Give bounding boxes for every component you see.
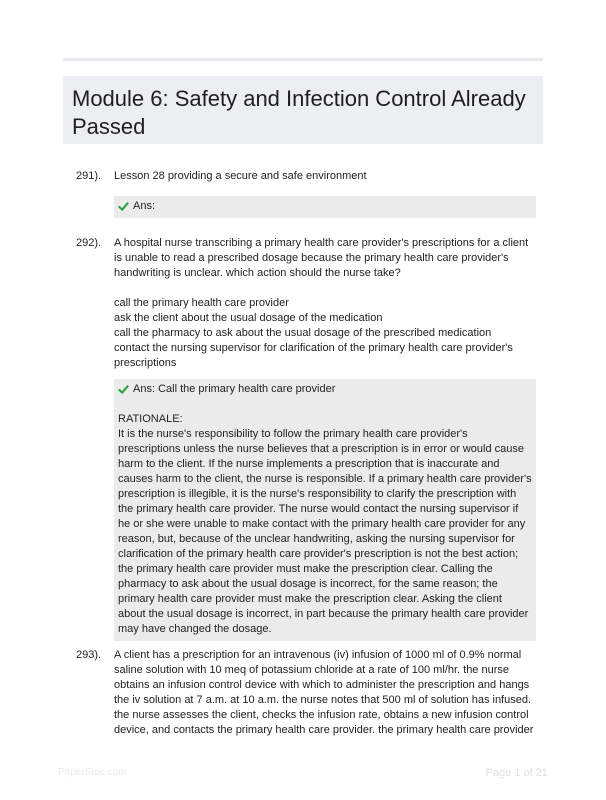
question-text: A client has a prescription for an intravenous (iv) infusion of 1000 ml of 0.9% normal saline solution with 10 meq of potassium chloride at a rate of 100 ml/hr. the nurse obtains an infusion control device with which to administer the prescription and hangs the iv solution at 7 a.m. at 10 a.m. the nurse notes that 500 ml of solution has infused. the nurse assesses the client, checks the infusion rate, obtains a new infusion control device, and contacts the primary health care provider. the primary health care provider <box>114 649 534 736</box>
option-item: contact the nursing supervisor for clarification of the primary health care provider's prescriptions <box>114 342 513 369</box>
option-item: call the primary health care provider <box>114 297 289 309</box>
answer-box <box>114 379 536 641</box>
answer-line <box>118 382 532 397</box>
check-icon <box>118 384 129 395</box>
top-divider <box>63 58 543 61</box>
option-list <box>114 296 536 371</box>
title-banner <box>63 76 543 144</box>
question-number: 291). <box>76 170 102 182</box>
check-icon <box>118 201 129 212</box>
question-number: 293). <box>76 649 102 661</box>
question-text: A hospital nurse transcribing a primary health care provider's prescriptions for a client is unable to read a prescribed dosage because the primary health care provider's handwriting is unclear. which action should the nurse take? <box>114 237 529 279</box>
question-body <box>114 236 536 641</box>
answer-text: Ans: <box>133 200 156 212</box>
rationale-label: RATIONALE: <box>118 413 183 425</box>
answer-text: Ans: Call the primary health care provider <box>133 383 336 395</box>
page-title: Module 6: Safety and Infection Control Already Passed <box>72 86 526 139</box>
page-number: Page 1 of 21 <box>485 767 548 779</box>
question-number: 292). <box>76 237 102 249</box>
answer-box <box>114 196 536 218</box>
option-item: call the pharmacy to ask about the usual dosage of the prescribed medication <box>114 327 492 339</box>
question-body <box>114 169 536 218</box>
question-text: Lesson 28 providing a secure and safe environment <box>114 170 367 182</box>
option-item: ask the client about the usual dosage of the medication <box>114 312 383 324</box>
answer-line <box>118 199 532 214</box>
rationale-text: It is the nurse's responsibility to follow the primary health care provider's prescriptions unless the nurse believes that a prescription is in error or would cause harm to the client. If the nurse implements a prescription that is inaccurate and causes harm to the client, the nurse is responsible. If a primary health care provider's prescription is illegible, it is the nurse's responsibility to clarify the prescription with the primary health care provider. The nurse would contact the nursing supervisor if he or she were unable to make contact with the primary health care provider for any reason, but, because of the unclear handwriting, asking the nursing supervisor for clarification of the primary health care provider's prescription is not the best action; the primary health care provider must make the prescription clear. Calling the pharmacy to ask about the usual dosage is incorrect, for the same reason; the primary health care provider must make the prescription clear. Asking the client about the usual dosage is incorrect, in part because the primary health care provider may have changed the dosage. <box>118 428 532 635</box>
footer-watermark: PaperStoc.com <box>58 767 127 778</box>
question-body <box>114 648 536 738</box>
